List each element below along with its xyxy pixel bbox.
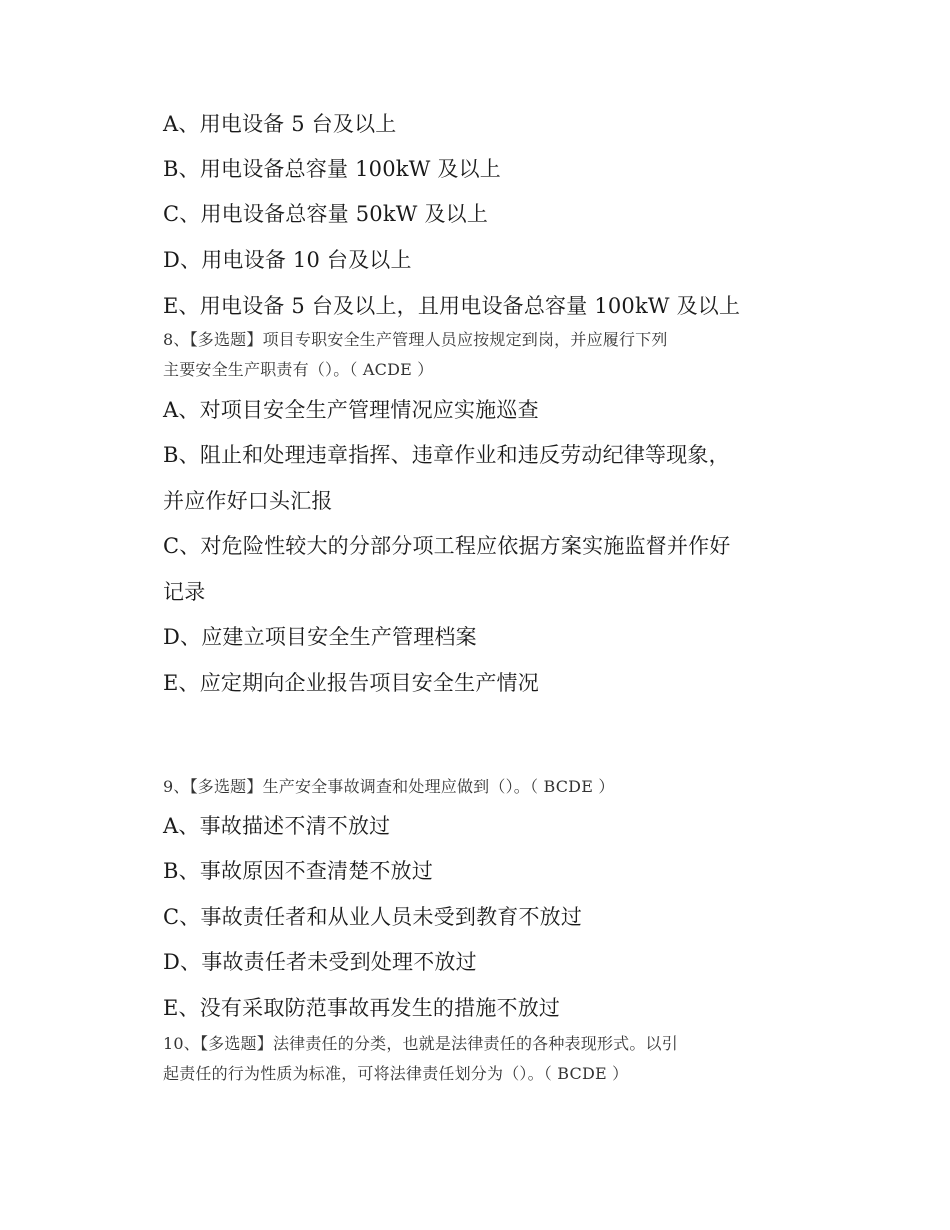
question-8-option-c-cont: 记录 [163,580,206,604]
question-9-option-c: C、事故责任者和从业人员未受到教育不放过 [163,905,583,929]
question-9-stem: 9、【多选题】生产安全事故调查和处理应做到（）。（ BCDE ） [163,777,615,796]
option-d-prev: D、用电设备 10 台及以上 [163,248,412,272]
question-10-stem-line2: 起责任的行为性质为标准，可将法律责任划分为（）。（ BCDE ） [163,1064,629,1083]
question-8-option-e: E、应定期向企业报告项目安全生产情况 [163,671,539,695]
question-8-option-c: C、对危险性较大的分部分项工程应依据方案实施监督并作好 [163,534,731,558]
question-8-option-d: D、应建立项目安全生产管理档案 [163,625,477,649]
question-8-stem-line1: 8、【多选题】项目专职安全生产管理人员应按规定到岗，并应履行下列 [163,330,668,349]
option-a-prev: A、用电设备 5 台及以上 [163,112,397,136]
question-8-option-b: B、阻止和处理违章指挥、违章作业和违反劳动纪律等现象， [163,443,730,467]
question-8-option-a: A、对项目安全生产管理情况应实施巡查 [163,398,539,422]
question-8-stem-line2: 主要安全生产职责有（）。（ ACDE ） [163,360,434,379]
question-9-option-a: A、事故描述不清不放过 [163,814,391,838]
question-9-option-d: D、事故责任者未受到处理不放过 [163,950,477,974]
question-10-stem-line1: 10、【多选题】法律责任的分类，也就是法律责任的各种表现形式。以引 [163,1034,678,1053]
option-c-prev: C、用电设备总容量 50kW 及以上 [163,202,489,226]
question-8-option-b-cont: 并应作好口头汇报 [163,489,333,513]
question-9-option-e: E、没有采取防范事故再发生的措施不放过 [163,996,561,1020]
option-b-prev: B、用电设备总容量 100kW 及以上 [163,157,501,181]
question-9-option-b: B、事故原因不查清楚不放过 [163,859,434,883]
option-e-prev: E、用电设备 5 台及以上，且用电设备总容量 100kW 及以上 [163,294,741,318]
